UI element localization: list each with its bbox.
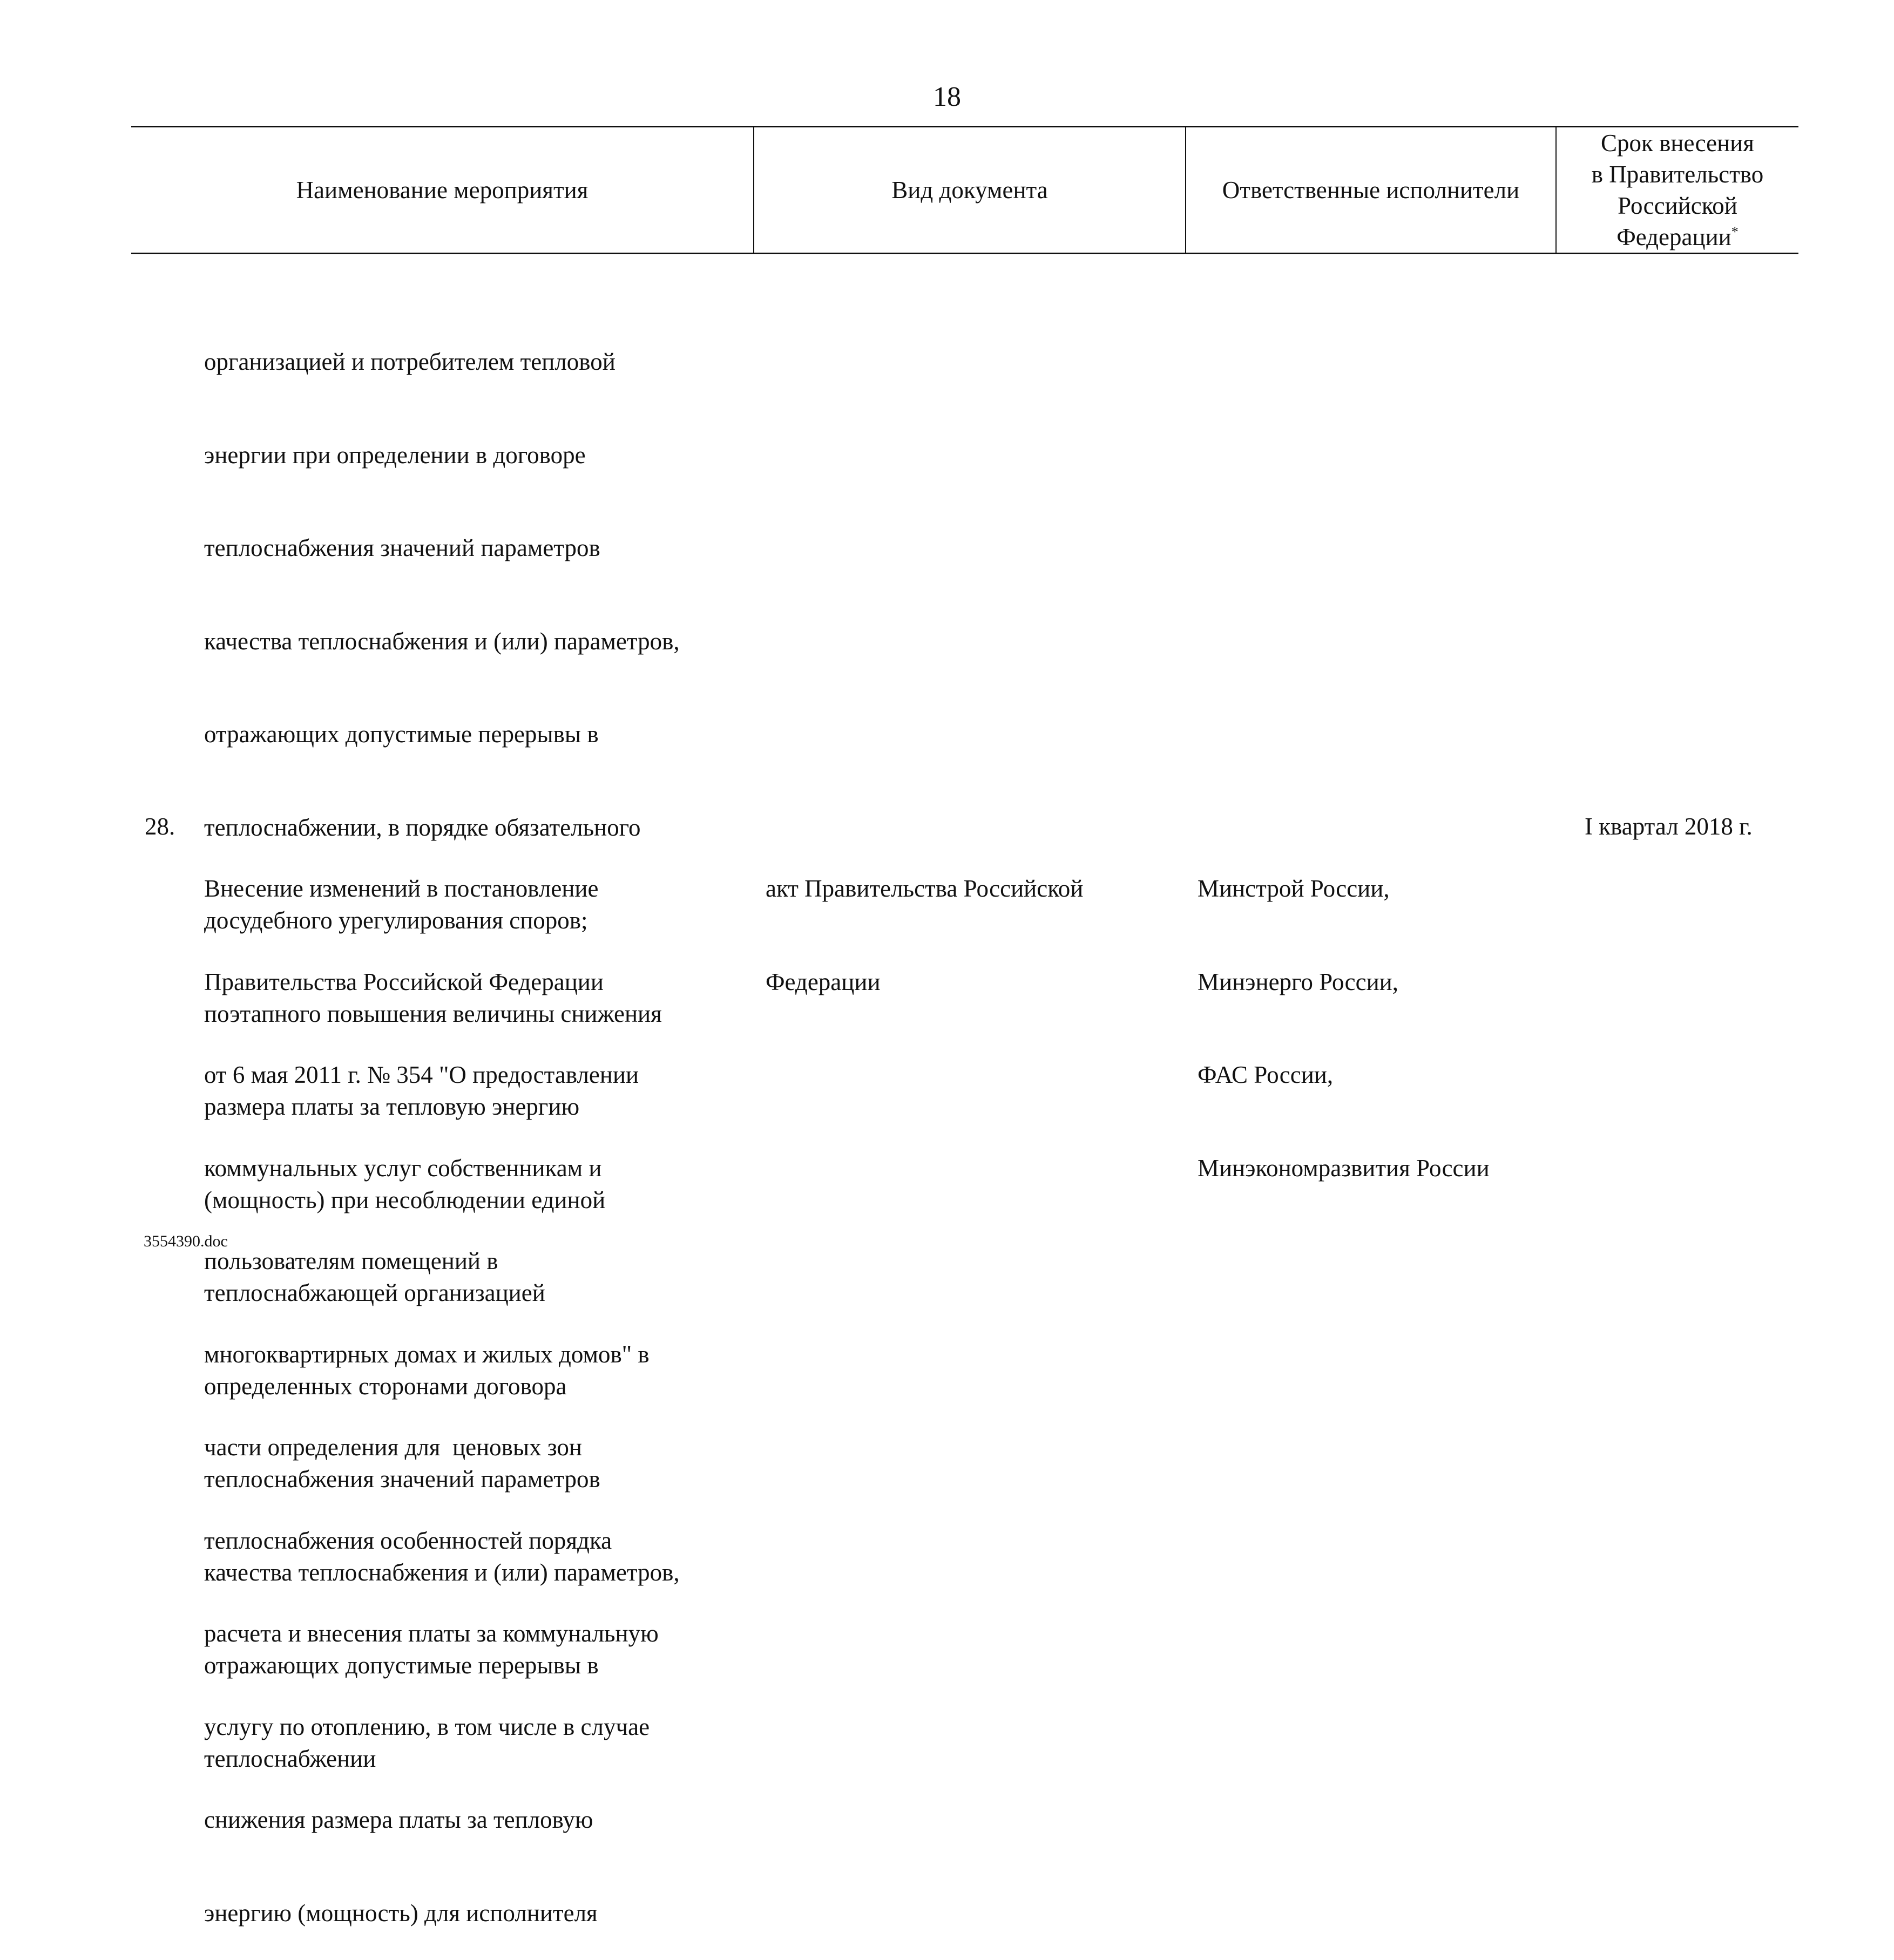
header-name: Наименование мероприятия (296, 176, 589, 204)
text-line: ФАС России, (1198, 1061, 1334, 1088)
text-line: теплоснабжения значений параметров (204, 534, 600, 561)
text-line: акт Правительства Российской (766, 875, 1084, 902)
header-responsible: Ответственные исполнители (1222, 176, 1520, 204)
page-number: 18 (933, 82, 961, 112)
text-line: энергию (мощность) для исполнителя (204, 1899, 598, 1927)
text-line: теплоснабжении, в порядке обязательного (204, 813, 641, 841)
header-deadline-line: Российской (1618, 192, 1737, 219)
text-line: расчета и внесения платы за коммунальную (204, 1620, 659, 1647)
footnote-mark: * (1731, 223, 1739, 240)
text-line: многоквартирных домах и жилых домов" в (204, 1340, 650, 1368)
text-line: пользователям помещений в (204, 1247, 498, 1274)
text-line: отражающих допустимые перерывы в (204, 721, 599, 748)
text-line: Федерации (766, 968, 881, 995)
text-line: отражающих допустимые перерывы в (204, 1652, 599, 1679)
text-line: части определения для ценовых зон (204, 1434, 582, 1461)
row-28-doc-type-cell (766, 811, 1083, 1029)
row-28-deadline-cell: I квартал 2018 г. (1585, 813, 1753, 840)
text-line: организацией и потребителем тепловой (204, 348, 615, 375)
header-deadline-line: в Правительство (1591, 160, 1764, 188)
text-line: снижения размера платы за тепловую (204, 1806, 593, 1833)
text-line: энергии при определении в договоре (204, 441, 586, 469)
text-line: услугу по отоплению, в том числе в случае (204, 1713, 650, 1740)
text-line: Минэнерго России, (1198, 968, 1399, 995)
header-deadline-line: Федерации* (1616, 223, 1739, 250)
table-header-bottom-rule (131, 253, 1798, 254)
text-line: теплоснабжающей организацией (204, 1279, 545, 1306)
header-doc-type: Вид документа (891, 176, 1048, 204)
text-line: теплоснабжении (204, 1745, 376, 1772)
text-line: размера платы за тепловую энергию (204, 1093, 580, 1120)
text-line: теплоснабжения значений параметров (204, 1466, 600, 1493)
row-number: 28. (145, 813, 175, 840)
text-line: Минэкономразвития России (1198, 1154, 1490, 1182)
text-line: коммунальных услуг собственникам и (204, 1154, 602, 1182)
row-28-name-cell (204, 811, 659, 1960)
text-line: от 6 мая 2011 г. № 354 "О предоставлении (204, 1061, 639, 1088)
file-name: 3554390.doc (144, 1232, 228, 1250)
text-line: (мощность) при несоблюдении единой (204, 1186, 606, 1213)
header-deadline (1557, 127, 1798, 253)
header-deadline-line: Срок внесения (1601, 129, 1754, 157)
text-line: Правительства Российской Федерации (204, 968, 604, 995)
text-line: поэтапного повышения величины снижения (204, 1000, 662, 1027)
text-line: досудебного урегулирования споров; (204, 907, 588, 934)
row-28-responsible-cell (1198, 811, 1490, 1215)
text-line: Минстрой России, (1198, 875, 1390, 902)
text-line: качества теплоснабжения и (или) параметров, (204, 627, 680, 655)
text-line: теплоснабжения особенностей порядка (204, 1527, 612, 1554)
text-line: качества теплоснабжения и (или) параметров, (204, 1558, 680, 1586)
text-line: определенных сторонами договора (204, 1372, 567, 1400)
text-line: Внесение изменений в постановление (204, 875, 599, 902)
